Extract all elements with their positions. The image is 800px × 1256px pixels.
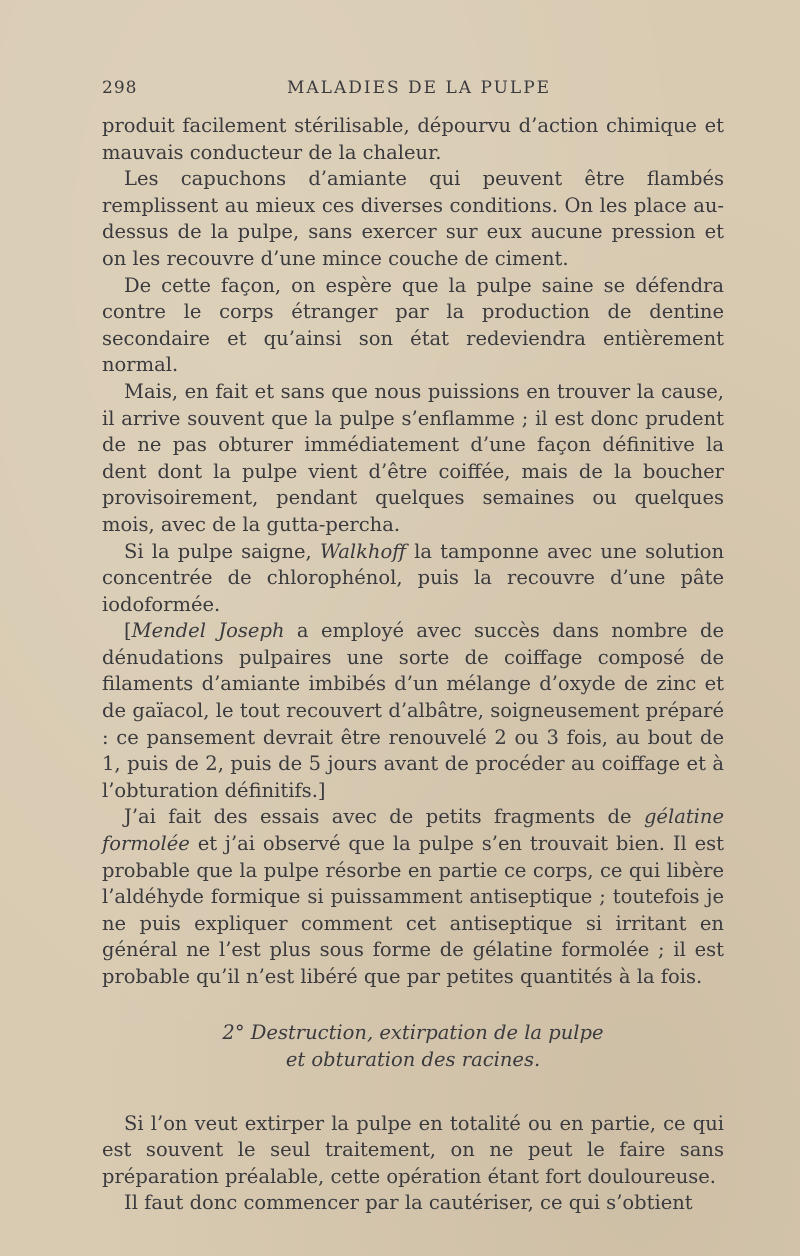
emphasis: gélatine formolée xyxy=(102,805,724,856)
author-name: Mendel Joseph xyxy=(131,619,285,643)
text-run: et j’ai observé que la pulpe s’en trouvait bien. Il est probable que la pulpe résorbe en partie ce corps, ce qui libère l’aldéhyde formique si puissamment antiseptique ; toutefois je ne puis expliquer comment cet antiseptique si irritant en général ne l’est plus sous forme de gélatine formolée ; il est probable qu’il n’est libéré que par petites quantités à la fois. xyxy=(102,832,724,988)
paragraph: Mais, en fait et sans que nous puissions en trouver la cause, il arrive souvent que la pulpe s’enflamme ; il est donc prudent de ne pas obturer immédiatement d’une façon définitive la dent dont la pulpe vient d’être coiffée, mais de la boucher provisoirement, pendant quelques semaines ou quelques mois, avec de la gutta-percha. xyxy=(102,379,724,536)
paragraph xyxy=(102,618,724,804)
paragraph: produit facilement stérilisable, dépourvu d’action chimique et mauvais conducteur de la chaleur. xyxy=(102,114,724,164)
paragraph xyxy=(102,539,724,619)
section-heading-line: et obturation des racines. xyxy=(285,1047,541,1071)
text-run: J’ai fait des essais avec de petits fragments de xyxy=(124,805,644,829)
text-run: a employé avec succès dans nombre de dénudations pulpaires une sorte de coiffage composé de filaments d’amiante imbibés d’un mélange d’oxyde de zinc et de gaïacol, le tout recouvert d’albâtre, soigneusement préparé : ce pansement devrait être renouvelé 2 ou 3 fois, au bout de 1, puis de 2, puis de 5 jours avant de procéder au coiffage et à l’obturation définitifs.] xyxy=(102,619,724,802)
bracket-open: [ xyxy=(124,619,132,643)
text-run: la tamponne avec une solution concentrée de chlorophénol, puis la recouvre d’une pâte iodoformée. xyxy=(102,539,725,616)
page-number: 298 xyxy=(102,78,138,98)
paragraph: Les capuchons d’amiante qui peuvent être flambés remplissent au mieux ces diverses conditions. On les place au-dessus de la pulpe, sans exercer sur eux aucune pression et on les recouvre d’une mince couche de ciment. xyxy=(102,167,724,270)
author-name: Walkhoff xyxy=(319,539,407,563)
paragraph: De cette façon, on espère que la pulpe saine se défendra contre le corps étranger par la production de dentine secondaire et qu’ainsi son état redeviendra entièrement normal. xyxy=(102,273,724,377)
paragraph: Il faut donc commencer par la cautériser, ce qui s’obtient xyxy=(124,1191,693,1215)
text-run: Si la pulpe saigne, xyxy=(124,539,320,563)
paragraph: Si l’on veut extirper la pulpe en totalité ou en partie, ce qui est souvent le seul traitement, on ne peut le faire sans préparation préalable, cette opération étant fort douloureuse. xyxy=(102,1111,724,1188)
page-body xyxy=(102,113,724,1217)
section-heading-line: 2° Destruction, extirpation de la pulpe xyxy=(222,1020,604,1044)
running-title: MALADIES DE LA PULPE xyxy=(287,78,552,98)
page-header xyxy=(102,78,722,108)
section-heading xyxy=(102,1019,724,1073)
paragraph xyxy=(102,804,724,990)
